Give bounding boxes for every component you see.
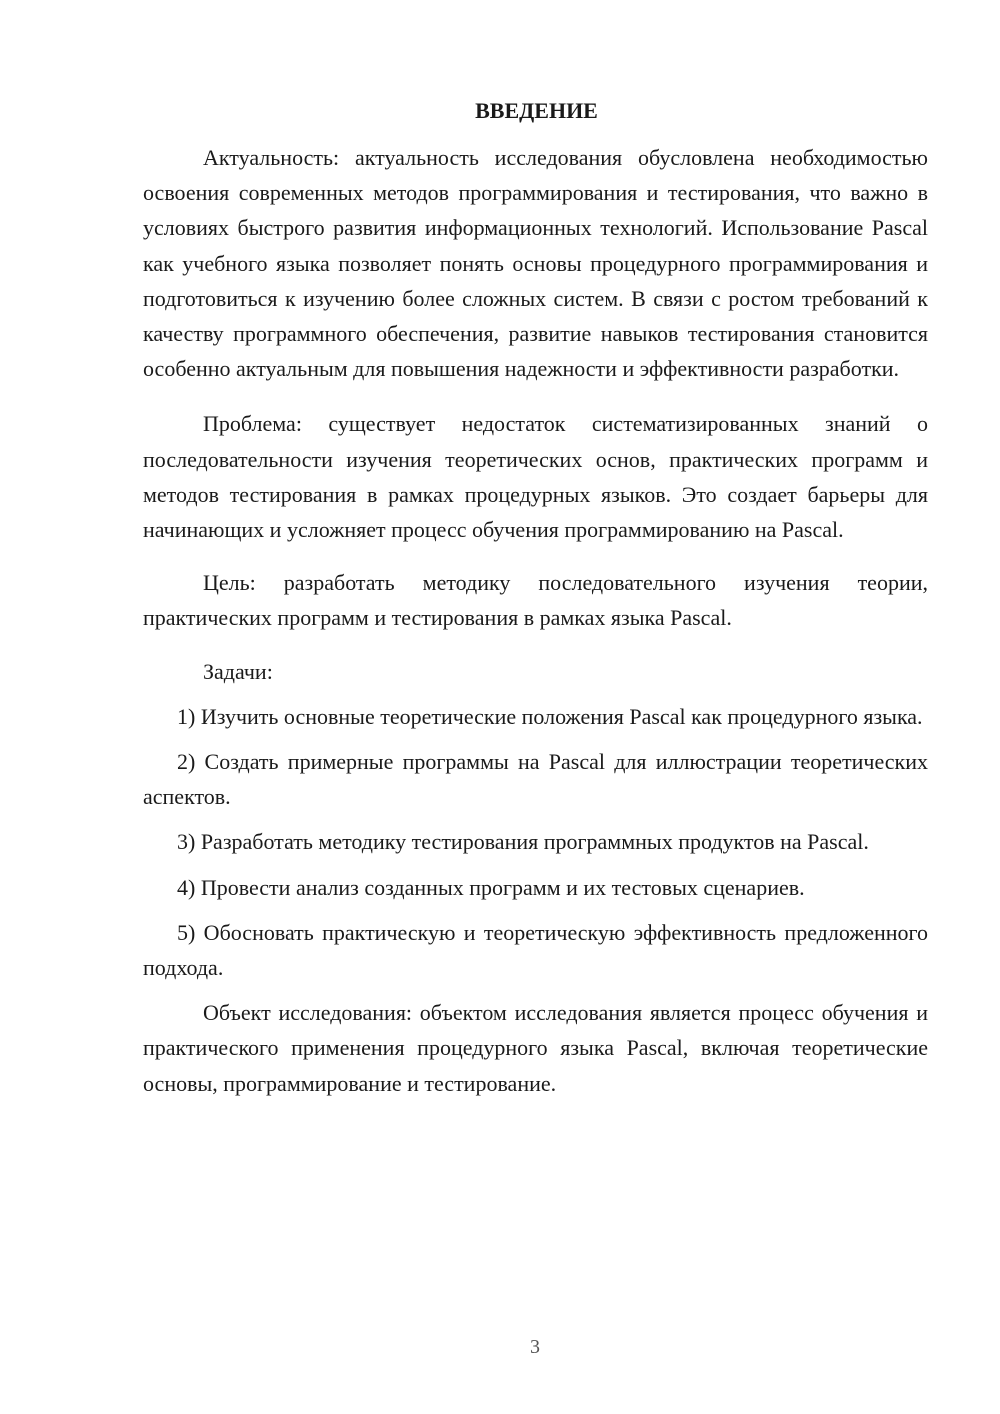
task-item-3: 3) Разработать методику тестирования программных продуктов на Pascal. xyxy=(177,829,869,855)
page-title: ВВЕДЕНИЕ xyxy=(475,98,598,123)
task-item-2: 2) Создать примерные программы на Pascal для иллюстрации теоретических аспектов. xyxy=(143,749,928,810)
relevance-paragraph: Актуальность: актуальность исследования обусловлена необходимостью освоения современных методов программирования и тестирования, что важно в условиях быстрого развития информационных технологий. Использование Pascal как учебного языка позволяет понять основы процедурного программирования и подготовиться к изучению более сложных систем. В связи с ростом требований к качеству программного обеспечения, развитие навыков тестирования становится особенно актуальным для повышения надежности и эффективности разработки. xyxy=(143,145,928,382)
tasks-heading: Задачи: xyxy=(203,658,273,684)
page-body xyxy=(143,96,928,1101)
page-number: 3 xyxy=(530,1336,540,1358)
problem-paragraph: Проблема: существует недостаток систематизированных знаний о последовательности изучения теоретических основ, практических программ и методов тестирования в рамках процедурных языков. Это создает барьеры для начинающих и усложняет процесс обучения программированию на Pascal. xyxy=(143,411,928,543)
goal-paragraph: Цель: разработать методику последовательного изучения теории, практических программ и тестирования в рамках языка Pascal. xyxy=(143,570,928,631)
object-paragraph: Объект исследования: объектом исследования является процесс обучения и практического применения процедурного языка Pascal, включая теоретические основы, программирование и тестирование. xyxy=(143,1000,928,1096)
task-item-1: 1) Изучить основные теоретические положения Pascal как процедурного языка. xyxy=(177,703,923,729)
task-item-4: 4) Провести анализ созданных программ и их тестовых сценариев. xyxy=(177,874,805,900)
task-item-5: 5) Обосновать практическую и теоретическую эффективность предложенного подхода. xyxy=(143,919,928,981)
